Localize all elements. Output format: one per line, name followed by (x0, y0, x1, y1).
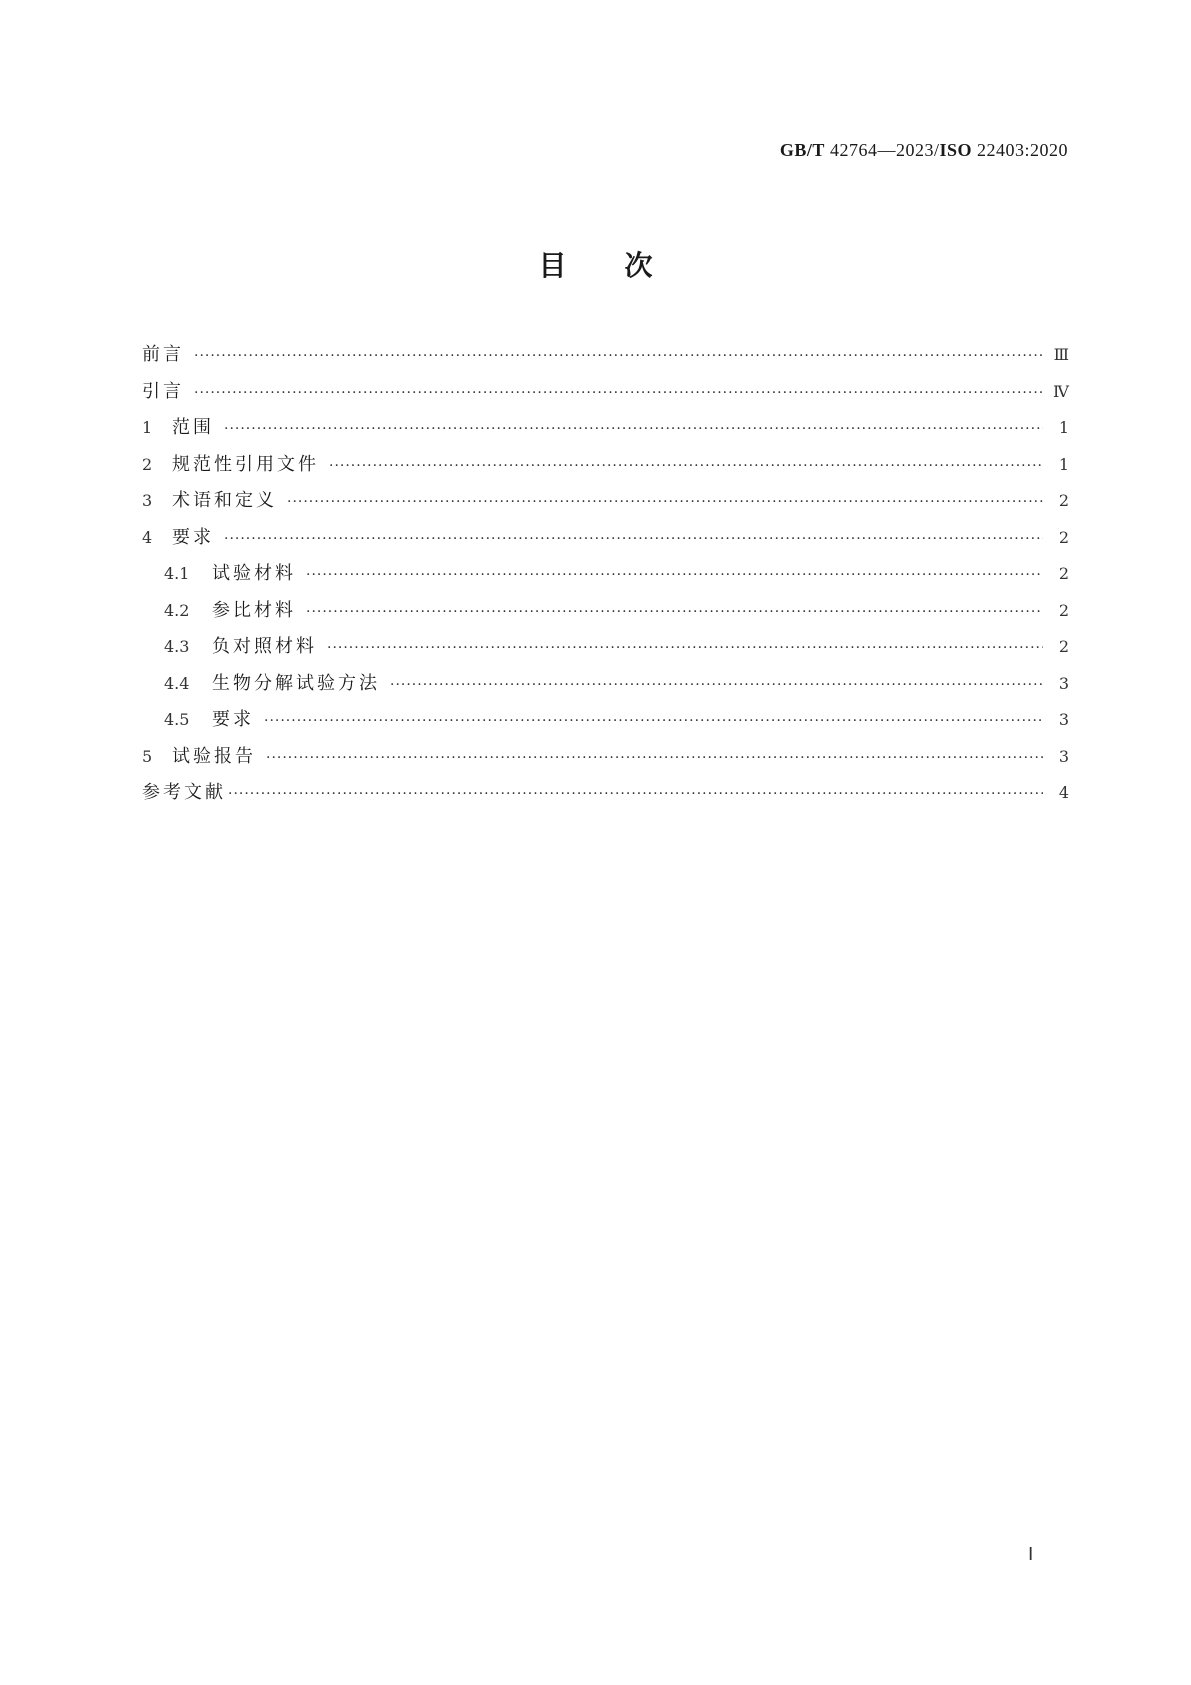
toc-entry-title: 要求 (212, 709, 254, 730)
toc-leader-dots (306, 567, 1043, 583)
toc-entry-title: 范围 (172, 417, 214, 438)
toc-entry-title: 前言 (142, 344, 184, 365)
toc-entry-number: 4.2 (164, 600, 190, 620)
toc-entry-title: 试验材料 (212, 563, 296, 584)
code-iso-prefix: ISO (939, 140, 972, 160)
toc-entry-page: 2 (1058, 600, 1069, 620)
toc-entry-requirements[interactable] (142, 523, 1069, 560)
page-title: 目次 (538, 249, 711, 282)
toc-entry-title: 参比材料 (212, 599, 296, 621)
toc-entry-bibliography[interactable] (142, 778, 1069, 815)
page-number: Ⅰ (1028, 1544, 1034, 1564)
toc-leader-dots (194, 385, 1043, 401)
toc-entry-title: 引言 (142, 380, 184, 402)
toc-leader-dots (224, 421, 1043, 437)
toc-entry-negative-control[interactable] (142, 632, 1069, 669)
toc-entry-page: 1 (1058, 418, 1069, 437)
toc-entry-requirements-sub[interactable] (142, 705, 1069, 742)
toc-entry-normative-references[interactable] (142, 450, 1069, 487)
toc-entry-title: 参考文献 (142, 782, 226, 803)
toc-entry-page: 2 (1058, 564, 1069, 583)
code-iso-number: 22403:2020 (971, 140, 1068, 160)
table-of-contents (142, 340, 1069, 815)
toc-entry-foreword[interactable] (142, 340, 1069, 377)
toc-entry-title: 生物分解试验方法 (212, 672, 380, 694)
toc-entry-introduction[interactable] (142, 377, 1069, 414)
toc-entry-number: 3 (142, 491, 153, 510)
toc-entry-number: 4 (142, 527, 153, 547)
toc-entry-title: 规范性引用文件 (172, 453, 319, 475)
toc-entry-terms-definitions[interactable] (142, 486, 1069, 523)
toc-entry-page: 1 (1058, 454, 1069, 474)
toc-leader-dots (194, 348, 1043, 364)
toc-entry-test-material[interactable] (142, 559, 1069, 596)
toc-entry-page: 4 (1058, 783, 1069, 802)
code-prefix: GB/T (779, 140, 825, 160)
toc-entry-page: 3 (1058, 746, 1069, 766)
toc-entry-title: 负对照材料 (212, 636, 317, 657)
document-code (780, 140, 1068, 161)
toc-leader-dots (228, 786, 1043, 802)
toc-leader-dots (329, 458, 1043, 474)
toc-entry-number: 4.3 (164, 637, 190, 656)
toc-entry-page: Ⅲ (1053, 345, 1069, 364)
toc-entry-page: 2 (1058, 491, 1069, 510)
toc-entry-title: 术语和定义 (172, 490, 277, 511)
toc-entry-page: 2 (1058, 527, 1069, 547)
toc-entry-number: 4.4 (164, 673, 190, 693)
toc-entry-title: 试验报告 (172, 745, 256, 767)
toc-entry-number: 1 (142, 418, 153, 437)
toc-entry-number: 2 (142, 454, 153, 474)
toc-entry-page: 3 (1058, 673, 1069, 693)
toc-leader-dots (264, 713, 1043, 729)
toc-entry-page: Ⅳ (1053, 381, 1069, 401)
toc-leader-dots (224, 531, 1043, 547)
toc-entry-page: 3 (1058, 710, 1069, 729)
toc-entry-test-report[interactable] (142, 742, 1069, 779)
toc-entry-scope[interactable] (142, 413, 1069, 450)
toc-entry-page: 2 (1058, 637, 1069, 656)
toc-entry-number: 4.5 (164, 710, 190, 729)
toc-leader-dots (266, 750, 1043, 766)
toc-entry-reference-material[interactable] (142, 596, 1069, 633)
toc-leader-dots (306, 604, 1043, 620)
code-number: 42764—2023/ (824, 140, 940, 160)
toc-entry-number: 5 (142, 746, 153, 766)
toc-entry-number: 4.1 (164, 564, 190, 583)
toc-entry-title: 要求 (172, 526, 214, 548)
toc-leader-dots (287, 494, 1043, 510)
toc-entry-biodegradation-method[interactable] (142, 669, 1069, 706)
toc-leader-dots (390, 677, 1043, 693)
toc-leader-dots (327, 640, 1043, 656)
